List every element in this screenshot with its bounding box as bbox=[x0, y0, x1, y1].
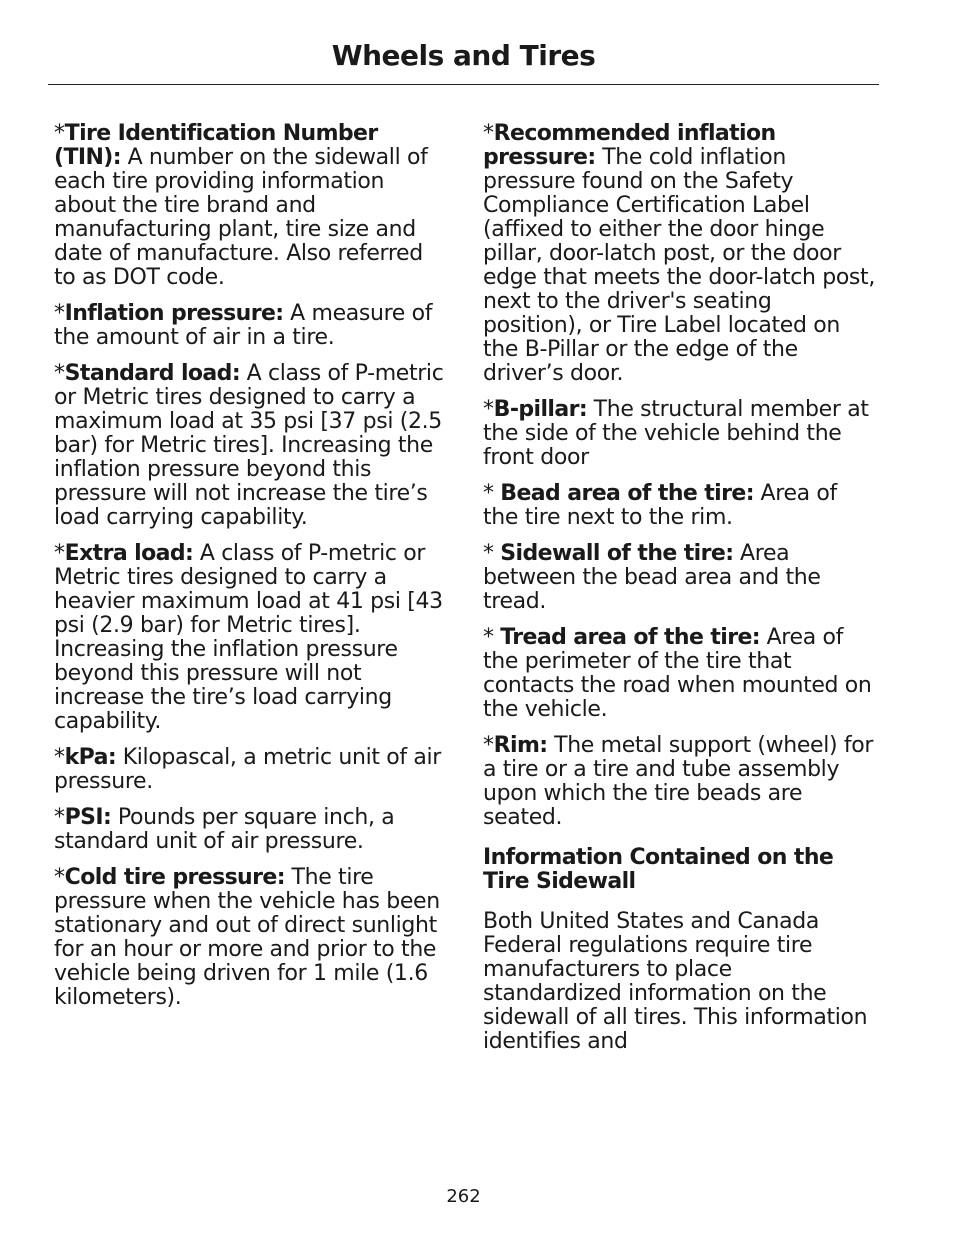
definition-text: Area between the bead area and the tread. bbox=[483, 541, 821, 614]
section-heading: Information Contained on the Tire Sidewall bbox=[483, 845, 834, 894]
asterisk: * bbox=[483, 481, 501, 506]
definition-term: PSI: bbox=[64, 805, 112, 830]
definition-text: A class of P-metric or Metric tires designed to carry a maximum load at 35 psi [37 psi (2.5 bar) for Metric tires]. Increasing the inflation pressure beyond this pressure will not increase the tire’s load carrying capability. bbox=[54, 361, 444, 530]
definition-extra-load bbox=[54, 542, 446, 734]
page-title: Wheels and Tires bbox=[331, 39, 596, 72]
asterisk: * bbox=[483, 733, 494, 758]
definition-recommended-inflation-pressure bbox=[483, 122, 875, 386]
asterisk: * bbox=[54, 301, 65, 326]
definition-bead-area bbox=[483, 482, 875, 530]
definition-term: kPa: bbox=[64, 745, 117, 770]
asterisk: * bbox=[483, 625, 501, 650]
asterisk: * bbox=[54, 745, 65, 770]
definition-term: Extra load: bbox=[64, 541, 194, 566]
asterisk: * bbox=[483, 541, 501, 566]
asterisk: * bbox=[54, 121, 65, 146]
definition-text: Area of the perimeter of the tire that contacts the road when mounted on the vehicle. bbox=[483, 625, 872, 722]
definition-term: Cold tire pressure: bbox=[64, 865, 285, 890]
asterisk: * bbox=[54, 865, 65, 890]
definition-term: Recommended inflation pressure: bbox=[483, 121, 776, 170]
right-column bbox=[483, 122, 875, 1066]
definition-rim bbox=[483, 734, 875, 830]
definition-tread-area bbox=[483, 626, 875, 722]
definition-b-pillar bbox=[483, 398, 875, 470]
definition-term: Tire Identification Number (TIN): bbox=[54, 121, 378, 170]
definition-text: A class of P-metric or Metric tires designed to carry a heavier maximum load at 41 psi [43 psi (2.9 bar) for Metric tires]. Increasing the inflation pressure beyond this pressure will not increase the tire’s load carrying capability. bbox=[54, 541, 443, 734]
definition-text: Kilopascal, a metric unit of air pressure. bbox=[54, 745, 441, 794]
definition-term: Inflation pressure: bbox=[64, 301, 284, 326]
definition-term: B-pillar: bbox=[493, 397, 588, 422]
definition-text: The metal support (wheel) for a tire or a tire and tube assembly upon which the tire beads are seated. bbox=[483, 733, 874, 830]
definition-sidewall bbox=[483, 542, 875, 614]
left-column bbox=[54, 122, 446, 1022]
definition-text: A measure of the amount of air in a tire. bbox=[54, 301, 433, 350]
section-body: Both United States and Canada Federal regulations require tire manufacturers to place standardized information on the sidewall of all tires. This information identifies and bbox=[483, 909, 868, 1054]
definition-text: The cold inflation pressure found on the Safety Compliance Certification Label (affixed to either the door hinge pillar, door-latch post, or the door edge that meets the door-latch post, next to the driver's seating position), or Tire Label located on the B-Pillar or the edge of the driver’s door. bbox=[483, 145, 875, 386]
definition-kpa bbox=[54, 746, 446, 794]
asterisk: * bbox=[483, 121, 494, 146]
definition-text: The structural member at the side of the vehicle behind the front door bbox=[483, 397, 869, 470]
asterisk: * bbox=[54, 541, 65, 566]
definition-tin bbox=[54, 122, 446, 290]
definition-text: Pounds per square inch, a standard unit of air pressure. bbox=[54, 805, 395, 854]
definition-term: Bead area of the tire: bbox=[500, 481, 754, 506]
asterisk: * bbox=[54, 805, 65, 830]
definition-standard-load bbox=[54, 362, 446, 530]
definition-text: A number on the sidewall of each tire providing information about the tire brand and manufacturing plant, tire size and date of manufacture. Also referred to as DOT code. bbox=[54, 145, 428, 290]
definition-text: Area of the tire next to the rim. bbox=[483, 481, 837, 530]
definition-term: Tread area of the tire: bbox=[500, 625, 760, 650]
definition-term: Standard load: bbox=[64, 361, 241, 386]
definition-text: The tire pressure when the vehicle has been stationary and out of direct sunlight for an hour or more and prior to the vehicle being driven for 1 mile (1.6 kilometers). bbox=[54, 865, 440, 1010]
definition-psi bbox=[54, 806, 446, 854]
asterisk: * bbox=[483, 397, 494, 422]
page-number: 262 bbox=[446, 1186, 481, 1207]
definition-term: Rim: bbox=[493, 733, 548, 758]
definition-term: Sidewall of the tire: bbox=[500, 541, 734, 566]
definition-inflation-pressure bbox=[54, 302, 446, 350]
asterisk: * bbox=[54, 361, 65, 386]
definition-cold-tire-pressure bbox=[54, 866, 446, 1010]
header-divider bbox=[48, 84, 879, 85]
